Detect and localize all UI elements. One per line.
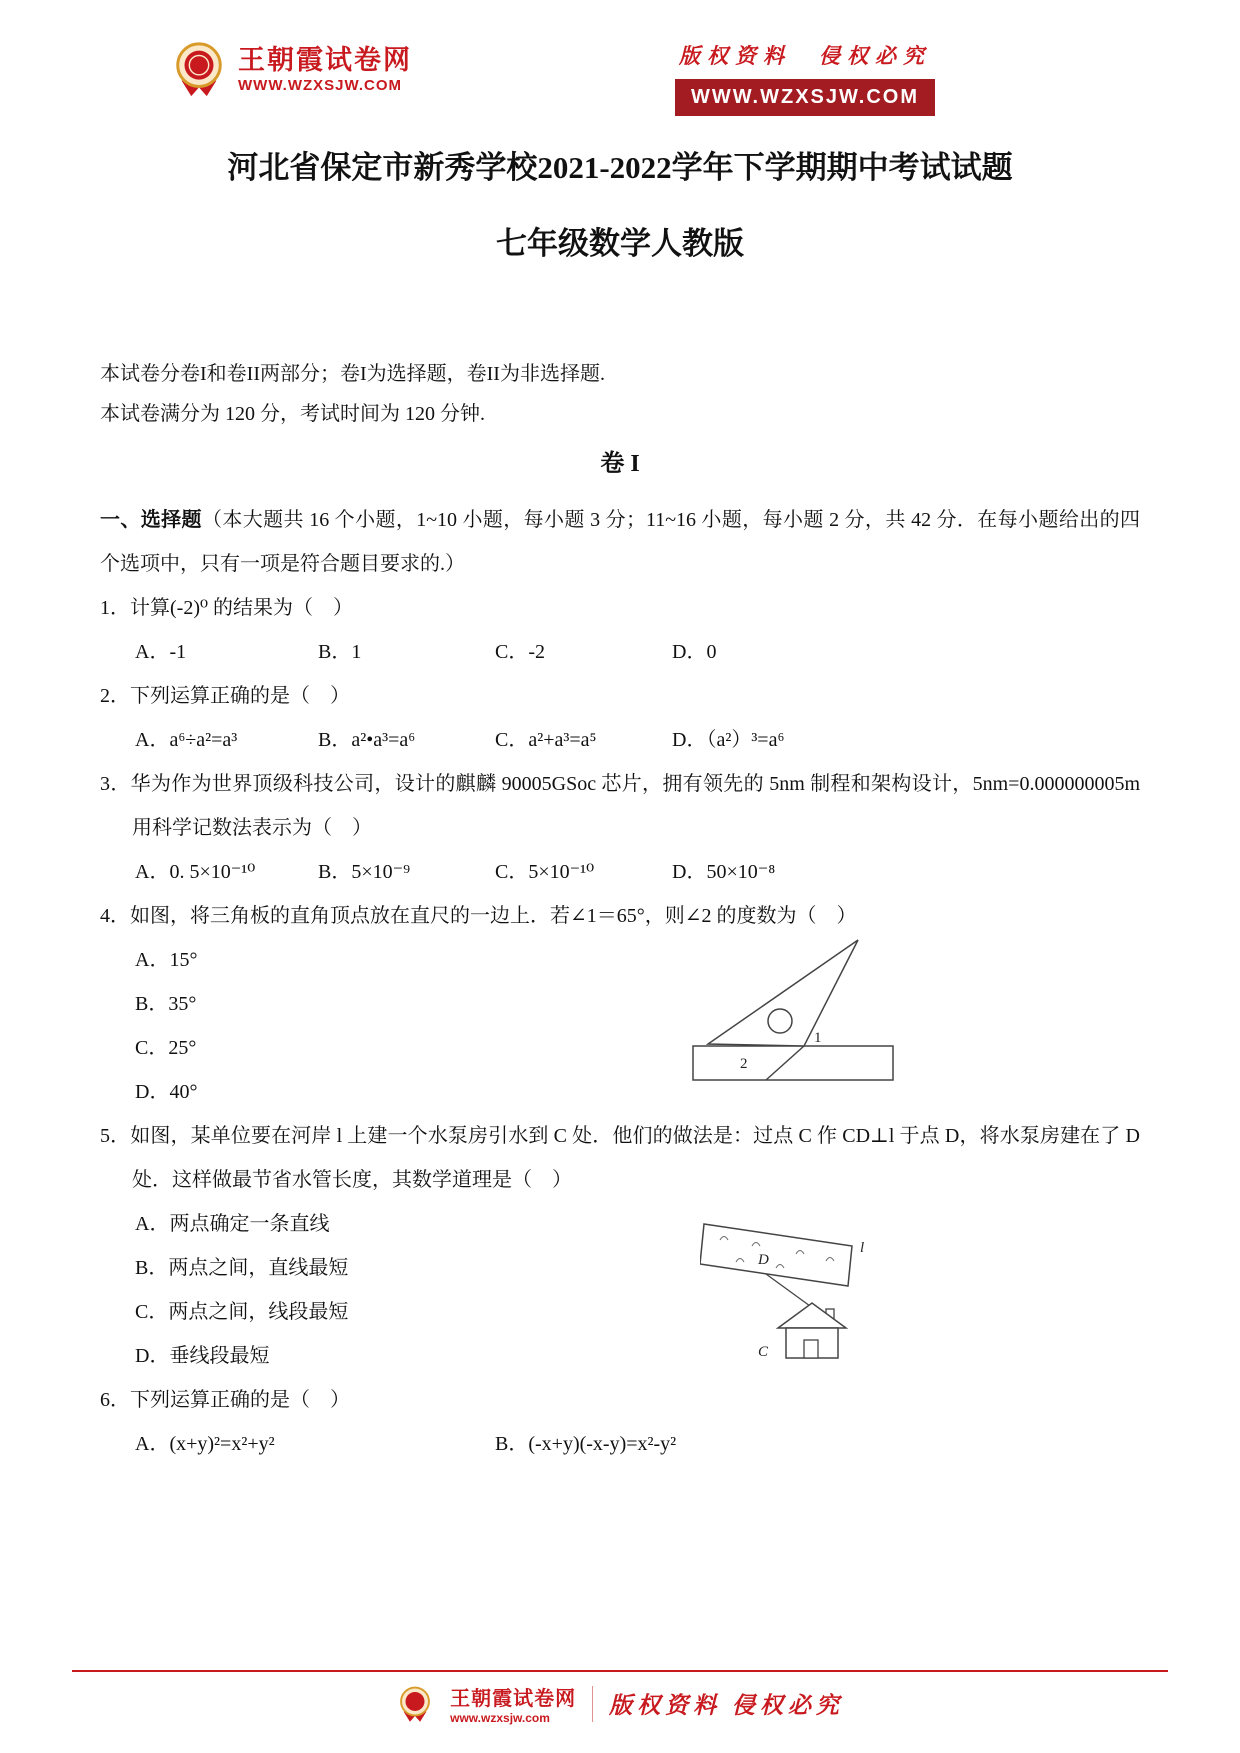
- volume-title: 卷 I: [600, 451, 640, 477]
- footer-content: [0, 1682, 1240, 1725]
- option-d: D．40°: [135, 1081, 198, 1103]
- brand-seal-icon: [170, 40, 228, 98]
- footer-brand-url: www.wzxsjw.com: [450, 1711, 550, 1725]
- option-a: A．两点确定一条直线: [135, 1213, 330, 1235]
- question-text: [100, 586, 1140, 630]
- question-body: 下列运算正确的是（ ）: [130, 1389, 350, 1411]
- footer-rule: [72, 1670, 1168, 1672]
- option-b: B．两点之间，直线最短: [135, 1257, 349, 1279]
- footer-slogan: 版权资料 侵权必究: [609, 1693, 844, 1718]
- question-text: [100, 1114, 1140, 1202]
- question-text: [100, 674, 1140, 718]
- question-1-options: [100, 630, 1140, 674]
- option-d: D．0: [672, 641, 717, 663]
- question-number: 2．: [100, 685, 130, 707]
- exam-title: 河北省保定市新秀学校2021-2022学年下学期期中考试试题: [227, 150, 1013, 185]
- option-b: B．35°: [135, 993, 197, 1015]
- url-banner: WWW.WZXSJW.COM: [675, 79, 935, 116]
- option-a: A．(x+y)²=x²+y²: [135, 1433, 275, 1455]
- angle-2-label: 2: [740, 1056, 748, 1072]
- footer: [0, 1670, 1240, 1725]
- question-2-options: [100, 718, 1140, 762]
- question-4-options: [100, 938, 1140, 1114]
- point-c-label: C: [758, 1344, 769, 1360]
- question-text: [100, 1378, 1140, 1422]
- question-body: 华为作为世界顶级科技公司，设计的麒麟 90005GSoc 芯片，拥有领先的 5nm 制程和架构设计，5nm=0.000000005m 用科学记数法表示为（ ）: [130, 773, 1140, 839]
- option-b: B．(-x+y)(-x-y)=x²-y²: [495, 1433, 677, 1455]
- header: [170, 40, 935, 116]
- brand-name: 王朝霞试卷网: [238, 45, 412, 76]
- option-c: C．25°: [135, 1037, 197, 1059]
- footer-seal-icon: [396, 1685, 434, 1723]
- question-body: 如图，某单位要在河岸 l 上建一个水泵房引水到 C 处．他们的做法是：过点 C 作 CD⊥l 于点 D，将水泵房建在了 D 处．这样做最节省水管长度，其数学道理是（ ）: [130, 1125, 1140, 1191]
- question-number: 1．: [100, 597, 130, 619]
- copyright-block: [675, 40, 935, 116]
- question-body: 如图，将三角板的直角顶点放在直尺的一边上．若∠1＝65°，则∠2 的度数为（ ）: [130, 905, 857, 927]
- exam-notes: [100, 354, 1140, 434]
- question-text: [100, 762, 1140, 850]
- question-3: [100, 762, 1140, 894]
- footer-brand-name: 王朝霞试卷网: [450, 1688, 577, 1710]
- question-5: [100, 1114, 1140, 1378]
- option-b: B．5×10⁻⁹: [318, 861, 411, 883]
- option-d: D．50×10⁻⁸: [672, 861, 776, 883]
- house-roof: [778, 1303, 846, 1328]
- exam-note-line: 本试卷满分为 120 分，考试时间为 120 分钟.: [100, 403, 485, 425]
- option-a: A．15°: [135, 949, 198, 971]
- question-body: 下列运算正确的是（ ）: [130, 685, 350, 707]
- copyright-slogan: 版权资料 侵权必究: [679, 44, 931, 68]
- option-c: C．a²+a³=a⁵: [495, 729, 597, 751]
- option-a: A．a⁶÷a²=a³: [135, 729, 238, 751]
- section-heading-label: 一、选择题: [100, 509, 202, 531]
- exam-subtitle: 七年级数学人教版: [496, 226, 744, 261]
- footer-divider: [592, 1686, 593, 1722]
- house-door: [804, 1340, 818, 1358]
- option-b: B．1: [318, 641, 362, 663]
- brand-text-block: [238, 44, 412, 93]
- site-brand: [170, 40, 412, 98]
- set-square-triangle: [708, 940, 858, 1046]
- brand-url: WWW.WZXSJW.COM: [238, 76, 402, 94]
- footer-brand-block: [450, 1682, 576, 1725]
- question-4-figure: [690, 934, 900, 1094]
- question-number: 5．: [100, 1125, 131, 1147]
- river-bank: [700, 1224, 852, 1286]
- option-c: C．5×10⁻¹⁰: [495, 861, 595, 883]
- exam-body: [100, 150, 1140, 1466]
- option-c: C．-2: [495, 641, 545, 663]
- section-heading: [100, 498, 1140, 586]
- question-5-options: [100, 1202, 1140, 1378]
- question-body: 计算(-2)⁰ 的结果为（ ）: [130, 597, 353, 619]
- ruler: [693, 1046, 893, 1080]
- question-2: [100, 674, 1140, 762]
- point-d-label: D: [758, 1252, 769, 1268]
- option-d: D．垂线段最短: [135, 1345, 270, 1367]
- question-3-options: [100, 850, 1140, 894]
- question-5-figure: [700, 1206, 890, 1376]
- exam-note-line: 本试卷分卷I和卷II两部分；卷I为选择题，卷II为非选择题.: [100, 363, 605, 385]
- question-6-options: [100, 1422, 1140, 1466]
- option-a: A．0. 5×10⁻¹⁰: [135, 861, 256, 883]
- question-1: [100, 586, 1140, 674]
- option-d: D．（a²）³=a⁶: [672, 729, 785, 751]
- question-6: [100, 1378, 1140, 1466]
- option-a: A．-1: [135, 641, 187, 663]
- question-number: 3．: [100, 773, 131, 795]
- question-number: 6．: [100, 1389, 130, 1411]
- option-c: C．两点之间，线段最短: [135, 1301, 349, 1323]
- question-4: [100, 894, 1140, 1114]
- option-b: B．a²•a³=a⁶: [318, 729, 416, 751]
- angle-1-label: 1: [814, 1030, 822, 1046]
- question-number: 4．: [100, 905, 130, 927]
- section-heading-desc: （本大题共 16 个小题，1~10 小题，每小题 3 分；11~16 小题，每小题 2 分，共 42 分．在每小题给出的四个选项中，只有一项是符合题目要求的.）: [100, 509, 1140, 575]
- line-l-label: l: [860, 1240, 865, 1256]
- question-text: [100, 894, 1140, 938]
